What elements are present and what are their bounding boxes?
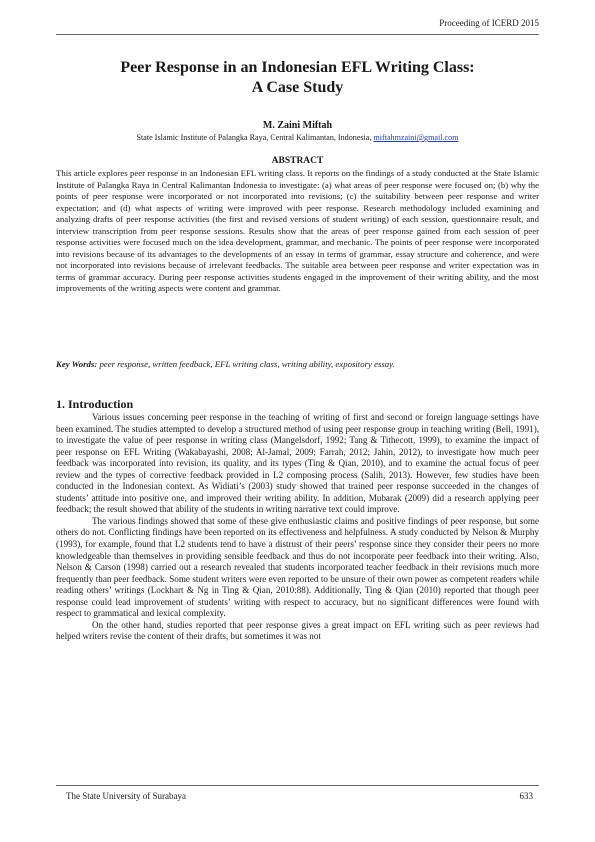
running-header (56, 14, 539, 35)
abstract-heading: ABSTRACT (271, 156, 324, 166)
keywords (56, 359, 539, 370)
keywords-text: peer response, written feedback, EFL writing class, writing ability, expository essay. (97, 359, 395, 369)
paragraph: On the other hand, studies reported that peer response gives a great impact on EFL writing such as peer reviews had helped writers revise the content of their drafts, but sometimes it was not (56, 619, 539, 642)
footer-institution: The State University of Surabaya (66, 791, 186, 801)
page-number: 633 (519, 791, 533, 801)
keywords-label: Key Words: (56, 359, 98, 369)
title-line-2: A Case Study (251, 79, 344, 96)
paragraph: Various issues concerning peer response in the teaching of writing of first and second or foreign language settings have been examined. The studies attempted to develop a structured method of using peer response group in teaching writing (Bell, 1991), to investigate the value of peer response in writing class (Mangelsdorf, 1992; Tang & Tithecott, 1999), to examine the impact of peer response on EFL Writing (Wakabayashi, 2008; Al-Jamal, 2009; Farrah, 2012; Jahin, 2012), to investigate how much peer feedback was incorporated into revision, its quality, and its types (Ting & Qian, 2010), and to examine the actual focus of peer review and the types of corrective feedback provided in L2 composing process (Salih, 2013). However, few studies have been conducted in the Indonesian context. As Widiati’s (2003) study showed that trained peer response succeeded in the changes of students’ attitude into positive one, and improved their writing ability. In addition, Mubarak (2009) did a research applying peer feedback; the result showed that ability of the students in writing narrative text could improve. (56, 412, 539, 515)
author-name: M. Zaini Miftah (262, 120, 333, 131)
author-affiliation (40, 133, 555, 142)
abstract-body: This article explores peer response in an Indonesian EFL writing class. It reports on the findings of a study conducted at the State Islamic Institute of Palangka Raya in Central Kalimantan Indonesia to investigate: (a) what areas of peer response were focused on; (b) why the points of peer response were incorporated or not incorporated into revisions; (c) the suitability between peer response and writer expectation; and (d) what aspects of writing were improved with peer response. Research methodology included examining and analyzing drafts of peer response activities (the first and revised versions of student writing) of each session, questionnaire result, and interview transcription from peer response sessions. Results show that the areas of peer response gained from each session of peer response activities were focused much on the idea development, grammar, and mechanic. The points of peer response were incorporated into revisions because of its advantages to the developments of an essay in terms of grammar, essay structure and coherence, and were not incorporated into revisions because of irrelevant feedbacks. The suitable area between peer response and writer expectation was in terms of grammar accuracy. During peer response activities students engaged in the improvement of their writing ability, and the most improvements of the writing aspects were content and grammar. (56, 168, 539, 293)
introduction-body (56, 412, 539, 643)
paragraph: The various findings showed that some of these give enthusiastic claims and positive findings of peer response, but some others do not. Conflicting findings have been reported on its effectiveness and helpfulness. A study conducted by Nelson & Murphy (1993), for example, found that L2 students tend to have a distrust of their peers’ response since they consider their peers no more knowledgeable than themselves in providing sensible feedback and thus do not incorporate peer feedback into their writing. Also, Nelson & Carson (1998) carried out a research revealed that students incorporated teacher feedback in their revisions much more frequently than peer feedback. Some student writers were even reported to be unsure of their own power as competent readers while reading others’ writings (Lockhart & Ng in Ting & Qian, 2010:88). Additionally, Ting & Qian (2010) reported that though peer response could lead improvement of students’ writing with respect to accuracy, but no significant differences were found with respect to grammatical and lexical complexity. (56, 515, 539, 619)
author-email-link[interactable]: miftahmzaini@gmail.com (373, 133, 459, 142)
paper-title (56, 58, 539, 98)
title-line-1: Peer Response in an Indonesian EFL Writing Class: (120, 59, 475, 76)
proceeding-name: Proceeding of ICERD 2015 (439, 18, 539, 28)
section-heading-introduction: 1. Introduction (56, 397, 134, 411)
page-footer (56, 785, 539, 806)
affiliation-text: State Islamic Institute of Palangka Raya, Central Kalimantan, Indonesia, (136, 133, 374, 142)
